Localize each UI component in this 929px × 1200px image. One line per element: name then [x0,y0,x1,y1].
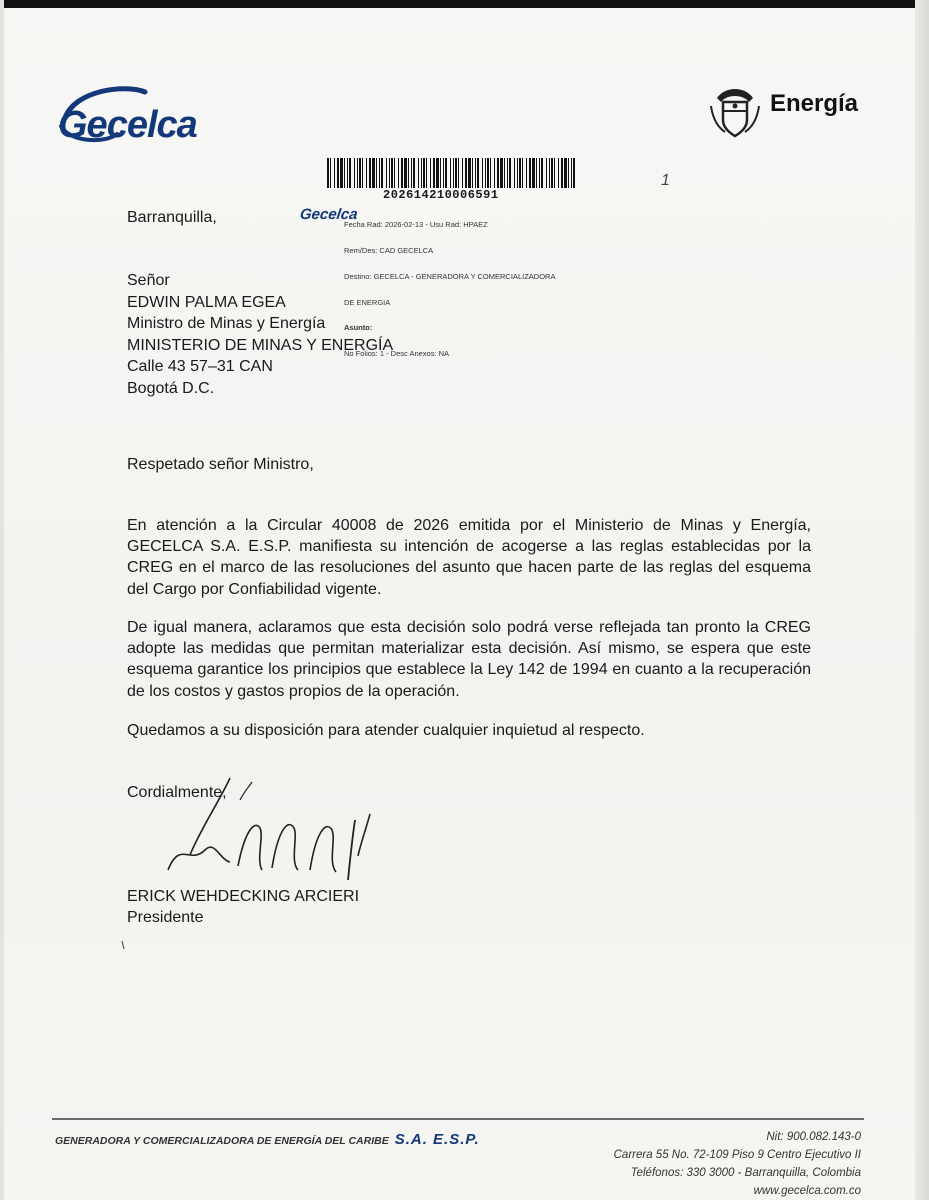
handwritten-page-mark: 1 [661,172,670,189]
gecelca-logo-text: Gecelca [58,104,197,146]
footer-address: Carrera 55 No. 72-109 Piso 9 Centro Ejecutivo II [613,1149,861,1161]
scan-top-edge [0,0,929,8]
footer-company-suffix: S.A. E.S.P. [394,1131,480,1148]
recipient-line: Bogotá D.C. [127,379,215,397]
footer-company [55,1131,480,1148]
scan-left-edge [0,0,4,1200]
stamp-line: Rem/Des: CAD GECELCA [344,245,434,255]
footer-website[interactable]: www.gecelca.com.co [753,1185,861,1197]
scan-speck [120,940,126,950]
stamp-logo: Gecelca [298,206,359,223]
closing: Cordialmente, [127,784,227,801]
radicado-number: 202614210006591 [383,188,499,202]
signer-title: Presidente [127,909,204,926]
handwritten-signature [160,770,400,890]
footer-phones: Teléfonos: 330 3000 - Barranquilla, Colombia [630,1167,861,1179]
recipient-line: MINISTERIO DE MINAS Y ENERGÍA [127,336,394,354]
radicado-barcode [325,158,580,188]
recipient-line: Ministro de Minas y Energía [127,315,326,332]
stamp-line: Asunto: [344,323,373,333]
footer-company-name: GENERADORA Y COMERCIALIZADORA DE ENERGÍA DEL CARIBE [55,1135,389,1147]
recipient-line: Calle 43 57–31 CAN [127,358,273,375]
footer-nit: Nit: 900.082.143-0 [766,1131,861,1143]
salutation: Respetado señor Ministro, [127,456,314,473]
footer-contact [614,1128,861,1200]
signer-block [127,886,359,928]
recipient-line: Señor [127,272,170,289]
body-paragraph: De igual manera, aclaramos que esta decisión solo podrá verse reflejada tan pronto la CREG adopte las medidas que permitan materializar esta decisión. Así mismo, se espera que este esquema garantice los principios que establece la Ley 142 de 1994 en cuanto a la recuperación de los costos y gastos propios de la operación. [127,619,811,700]
stamp-line: DE ENERGIA [344,297,391,307]
footer-divider [52,1118,864,1120]
national-seal-icon [705,80,765,140]
scan-right-edge [915,0,929,1200]
stamp-line: Destino: GECELCA - GENERADORA Y COMERCIALIZADORA [344,271,556,281]
stamp-line: No Folios: 1 - Desc Anexos: NA [344,349,450,359]
signer-name: ERICK WEHDECKING ARCIERI [127,888,360,905]
body-paragraph: Quedamos a su disposición para atender cualquier inquietud al respecto. [127,722,645,739]
city-line: Barranquilla, [127,209,217,226]
recipient-line: EDWIN PALMA EGEA [127,293,286,311]
ministry-energia-label: Energía [770,90,859,117]
stamp-line: Fecha Rad: 2026-02-13 - Usu Rad: HPAEZ [344,220,488,230]
body-paragraph: En atención a la Circular 40008 de 2026 emitida por el Ministerio de Minas y Energía, GECELCA S.A. E.S.P. manifiesta su intención de acogerse a las reglas establecidas por la CREG en el marco de las resoluciones del asunto que hacen parte de las reglas del esquema del Cargo por Confiabilidad vigente. [127,517,811,598]
recipient-block [127,270,393,399]
